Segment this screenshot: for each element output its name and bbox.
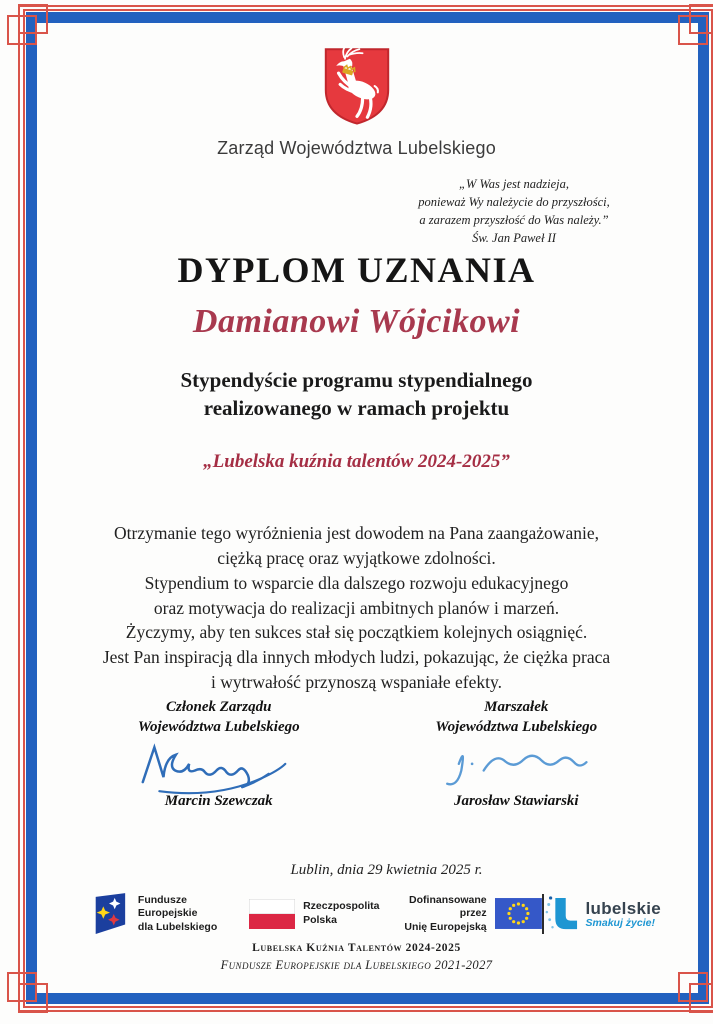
subtitle-line: realizowanego w ramach projektu: [203, 396, 510, 421]
signer-title: Marszałek: [484, 699, 549, 715]
signer-title: Województwa Lubelskiego: [137, 718, 300, 735]
poland-logo: [249, 899, 379, 929]
eu-cofunded-logo: [380, 894, 542, 935]
date-line: Lublin, dnia 29 kwietnia 2025 r.: [290, 862, 483, 878]
poland-label: Rzeczpospolita: [303, 900, 380, 913]
body-line: Życzymy, aby ten sukces stał się początkiem kolejnych osiągnięć.: [125, 622, 588, 643]
footer-program-line: Lubelska Kuźnia Talentów 2024-2025: [252, 942, 461, 954]
lubelskie-logo: [544, 893, 661, 935]
border-corner-ornament: [7, 15, 37, 45]
eu-funds-label: Fundusze Europejskie: [137, 893, 198, 920]
subtitle-line: Stypendyście programu stypendialnego: [180, 368, 533, 392]
lubelskie-brand-icon: [544, 893, 578, 935]
signer-name: Marcin Szewczak: [164, 793, 273, 809]
signature-block-right: [390, 698, 643, 810]
footer: [0, 941, 713, 973]
diploma-title: DYPLOM UZNANIA: [177, 250, 536, 290]
border-corner-ornament: [18, 4, 48, 34]
footer-funds-line: Fundusze Europejskie dla Lubelskiego 2021-2027: [220, 957, 493, 972]
signature-block-left: [92, 698, 345, 810]
subtitle: [0, 366, 713, 423]
signer-title: Województwa Lubelskiego: [435, 718, 598, 735]
signer-name: Jarosław Stawiarski: [453, 793, 579, 809]
eu-funds-flag-icon: [90, 891, 130, 937]
quote-block: [379, 176, 649, 248]
border-corner-ornament: [678, 15, 708, 45]
logo-strip: [0, 891, 713, 937]
project-name: „Lubelska kuźnia talentów 2024-2025”: [203, 451, 510, 472]
border-blue: [26, 12, 709, 1004]
recipient-name: Damianowi Wójcikowi: [192, 303, 521, 340]
poland-label: Polska: [303, 914, 337, 926]
signature-row: [0, 698, 713, 810]
body-line: Stypendium to wsparcie dla dalszego rozwoju edukacyjnego: [144, 572, 569, 593]
eu-cofunded-label: Unię Europejską: [404, 920, 487, 933]
eu-flag-icon: [495, 898, 542, 929]
quote-line: ponieważ Wy należycie do przyszłości,: [418, 194, 610, 209]
signer-title: Członek Zarządu: [166, 699, 272, 715]
border-corner-ornament: [18, 983, 48, 1013]
coat-of-arms-lubelskie-icon: [0, 46, 713, 126]
issuing-body: Zarząd Województwa Lubelskiego: [217, 138, 496, 158]
quote-author: Św. Jan Paweł II: [472, 231, 556, 246]
lubelskie-brand-name: lubelskie: [585, 898, 661, 918]
eu-funds-logo: [90, 891, 249, 937]
poland-flag-icon: [249, 899, 295, 929]
signature-marcin-szewczak-icon: [92, 739, 345, 797]
quote-line: „W Was jest nadzieja,: [459, 177, 569, 191]
border-corner-ornament: [689, 4, 713, 34]
body-paragraph: [0, 521, 713, 695]
body-line: i wytrwałość przynoszą wspaniałe efekty.: [211, 672, 502, 693]
eu-funds-label: dla Lubelskiego: [137, 920, 218, 933]
border-corner-ornament: [689, 983, 713, 1013]
body-line: ciężką pracę oraz wyjątkowe zdolności.: [217, 547, 496, 568]
border-corner-ornament: [7, 972, 37, 1002]
quote-line: a zarazem przyszłość do Was należy.”: [419, 212, 609, 227]
lubelskie-tagline: Smakuj życie!: [585, 916, 655, 929]
body-line: oraz motywacja do realizacji ambitnych planów i marzeń.: [153, 597, 560, 618]
eu-cofunded-label: Dofinansowane przez: [409, 893, 487, 920]
signature-jaroslaw-stawiarski-icon: [390, 739, 643, 797]
body-line: Jest Pan inspiracją dla innych młodych ludzi, pokazując, że ciężka praca: [102, 647, 611, 668]
body-line: Otrzymanie tego wyróżnienia jest dowodem na Pana zaangażowanie,: [114, 523, 599, 543]
border-corner-ornament: [678, 972, 708, 1002]
